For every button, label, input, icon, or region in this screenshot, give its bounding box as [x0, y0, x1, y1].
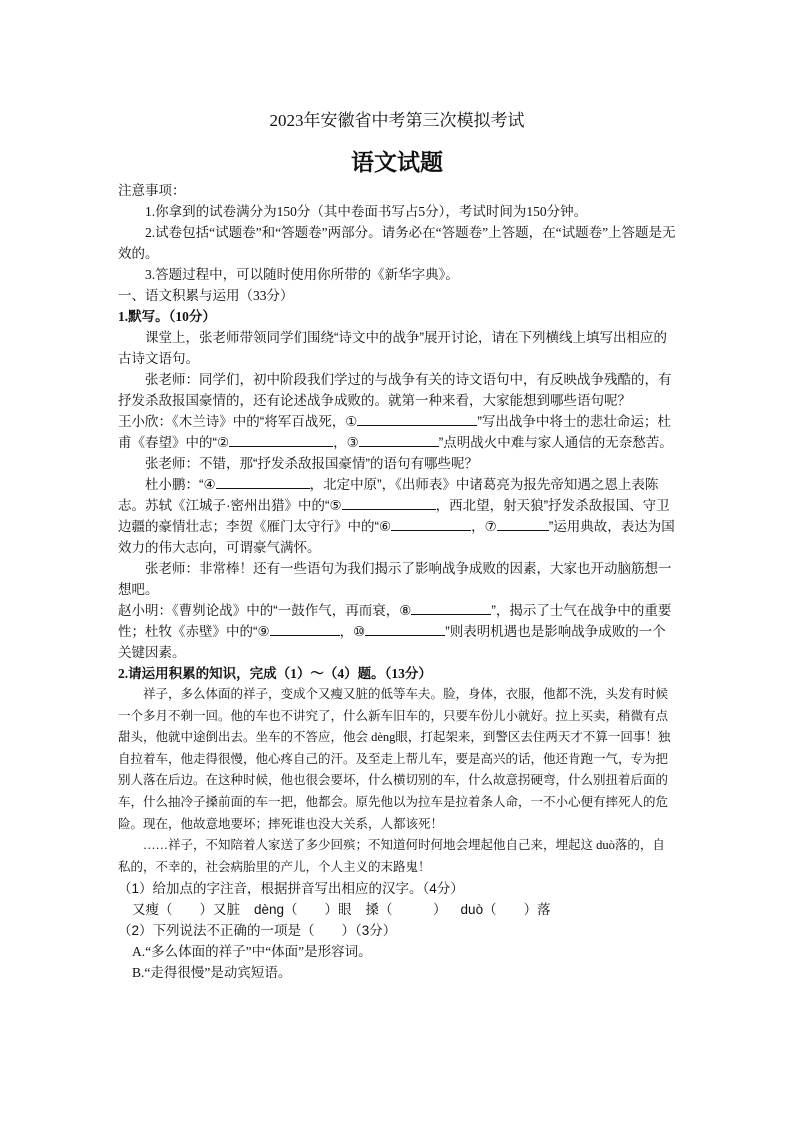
pinyin-item[interactable]: 搡（ ）: [365, 902, 447, 918]
answer-blank-3[interactable]: [359, 432, 439, 447]
subquestion-2: （2）下列说法不正确的一项是（ ）（3分）: [118, 923, 397, 939]
answer-blank-10[interactable]: [365, 621, 445, 636]
student-wang-line: 王小欣：《木兰诗》中的“将军百战死，① ”写出战争中将士的悲壮命运；杜甫《春望》中的“② ，③ ”点明战火中难与家人通信的无奈愁苦。: [118, 411, 676, 453]
reading-passage-2: ……祥子，不知陪着人家送了多少回殡；不知道何时何地会埋起他自己来，埋起这 duò落的，自私的，不幸的，社会病胎里的产儿，个人主义的末路鬼！: [118, 838, 665, 874]
pinyin-item[interactable]: duò（ ）落: [460, 902, 551, 918]
subquestion-1: （1）给加点的字注音，根据拼音写出相应的汉字。（4分）: [118, 881, 464, 897]
student-zhao-line: 赵小明：《曹刿论战》中的“一鼓作气，再而衰，⑧ ”，揭示了士气在战争中的重要性；杜牧《赤壁》中的“⑨ ，⑩ ”则表明机遇也是影响战争成败的一个关键因素。: [118, 600, 676, 663]
notice-heading: 注意事项：: [118, 183, 186, 198]
answer-blank-8[interactable]: [411, 600, 491, 615]
reading-passage-1: 祥子，多么体面的祥子，变成个又瘦又脏的低等车夫。脸，身体，衣服，他都不洗，头发有时候一个多月不剃一回。他的车也不讲究了，什么新车旧车的，只要车份儿小就好。拉上买卖，稍微有点甜头，他就中途倒出去。坐车的不答应，他会 dèng眼，打起架来，到警区去住两天才不算一回事！独自拉着车，他走得很慢，他心疼自己的汗。及至走上帮儿车，要是高兴的话，他还肯跑一气，专为把别人落在后边。在这种时候，他也很会要坏，什么横切别的车，什么故意拐硬弯，什么别扭着后面的车，什么抽冷子搡前面的车一把，他都会。原先他以为拉车是拉着条人命，一不小心便有摔死人的危险。现在，他故意地要坏；摔死谁也没大关系，人都该死！: [118, 687, 671, 831]
notice-item: 3.答题过程中，可以随时使用你所带的《新华字典》。: [145, 267, 459, 282]
teacher-line-1: 张老师：同学们，初中阶段我们学过的与战争有关的诗文语句中，有反映战争残酷的，有抒发杀敌报国豪情的，还有论述战争成败的。就第一种来看，大家能想到哪些语句呢？: [118, 372, 672, 408]
section-heading: 一、语文积累与运用（33分）: [118, 288, 294, 303]
teacher-line-2: 张老师：不错，那“抒发杀敌报国豪情”的语句有哪些呢？: [145, 456, 478, 471]
exam-title: 2023年安徽省中考第三次模拟考试: [269, 111, 525, 130]
option-a[interactable]: A.“多么体面的祥子”中“体面”是形容词。: [132, 944, 372, 960]
student-du-line: 杜小鹏：“④ ，北定中原”，《出师表》中诸葛亮为报先帝知遇之恩上表陈志。苏轼《江城子·密州出猎》中的“⑤ ，西北望，射天狼”抒发杀敌报国、守卫边疆的豪情壮志；李贺《雁门太守行》中的“⑥ ，⑦ ”运用典故，表达为国效力的伟大志向，可谓豪气满怀。: [118, 474, 676, 558]
question-1-intro: 课堂上，张老师带领同学们围绕“诗文中的战争”展开讨论，请在下列横线上填写出相应的古诗文语句。: [118, 330, 667, 366]
notice-item: 1.你拿到的试卷满分为150分（其中卷面书写占5分），考试时间为150分钟。: [145, 204, 588, 219]
answer-options: [118, 941, 676, 983]
question-2-heading: 2.请运用积累的知识，完成（1）～（4）题。（13分）: [118, 666, 432, 681]
question-1-heading: 1.默写。（10分）: [118, 309, 216, 324]
answer-blank-7[interactable]: [497, 516, 549, 531]
pinyin-item[interactable]: 又瘦（ ）又脏: [132, 902, 240, 918]
pinyin-row: [118, 899, 676, 920]
answer-blank-2[interactable]: [229, 432, 333, 447]
answer-blank-9[interactable]: [270, 621, 340, 636]
pinyin-item[interactable]: dèng（ ）眼: [254, 902, 352, 918]
exam-content: [118, 180, 676, 983]
answer-blank-5[interactable]: [342, 495, 436, 510]
option-b[interactable]: B.“走得很慢”是动宾短语。: [132, 965, 292, 981]
answer-blank-1[interactable]: [357, 411, 477, 426]
notice-item: 2.试卷包括“试题卷”和“答题卷”两部分。请务必在“答题卷”上答题，在“试题卷”上答题是无效的。: [118, 225, 676, 261]
answer-blank-6[interactable]: [391, 516, 471, 531]
teacher-line-3: 张老师：非常棒！还有一些语句为我们揭示了影响战争成败的因素，大家也开动脑筋想一想吧。: [118, 561, 672, 597]
answer-blank-4[interactable]: [216, 474, 310, 489]
exam-subtitle: 语文试题: [351, 150, 443, 175]
